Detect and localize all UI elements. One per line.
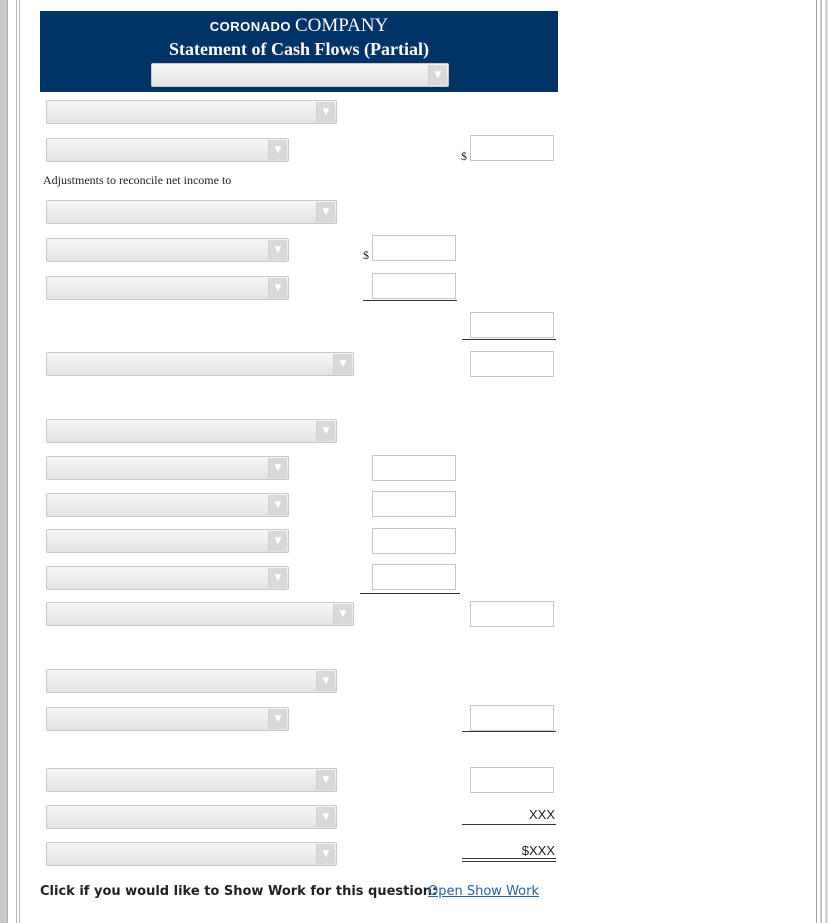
dollar-sign: $ bbox=[461, 149, 467, 163]
company-name: COMPANY bbox=[295, 15, 389, 36]
chevron-down-icon: ▼ bbox=[268, 709, 287, 729]
scrollbar-track[interactable] bbox=[816, 0, 828, 923]
chevron-down-icon: ▼ bbox=[268, 458, 287, 478]
underline bbox=[462, 731, 556, 732]
amount-input-11[interactable] bbox=[470, 705, 554, 731]
beginning-cash-dropdown[interactable] bbox=[46, 805, 337, 829]
amount-input-1[interactable] bbox=[470, 135, 554, 161]
adjustments-label: Adjustments to reconcile net income to bbox=[43, 173, 232, 187]
amount-input-12[interactable] bbox=[470, 767, 554, 793]
amount-input-6[interactable] bbox=[372, 455, 456, 481]
line-item-dropdown-1[interactable] bbox=[46, 138, 289, 162]
chevron-down-icon: ▼ bbox=[316, 844, 335, 864]
chevron-down-icon: ▼ bbox=[316, 807, 335, 827]
section-heading-dropdown-3[interactable] bbox=[46, 669, 337, 693]
company-prefix: CORONADO bbox=[209, 19, 291, 34]
amount-input-7[interactable] bbox=[372, 491, 456, 517]
period-dropdown[interactable] bbox=[151, 63, 449, 87]
amount-input-8[interactable] bbox=[372, 528, 456, 554]
section-heading-dropdown-1[interactable] bbox=[46, 100, 337, 124]
line-item-dropdown-8[interactable] bbox=[46, 707, 289, 731]
amount-input-10[interactable] bbox=[470, 601, 554, 627]
dollar-sign: $ bbox=[363, 248, 369, 262]
line-item-dropdown-7[interactable] bbox=[46, 566, 289, 590]
show-work-prompt: Click if you would like to Show Work for this question: bbox=[40, 884, 438, 899]
subtotal-value: XXX bbox=[528, 807, 555, 822]
amount-input-9[interactable] bbox=[372, 564, 456, 590]
grand-total-value: $XXX bbox=[521, 843, 555, 858]
chevron-down-icon: ▼ bbox=[268, 568, 287, 588]
net-cash-dropdown-2[interactable] bbox=[46, 602, 354, 626]
amount-input-4[interactable] bbox=[470, 312, 554, 338]
open-show-work-link[interactable]: Open Show Work bbox=[428, 884, 539, 899]
chevron-down-icon: ▼ bbox=[268, 240, 287, 260]
chevron-down-icon: ▼ bbox=[333, 604, 352, 624]
amount-input-2[interactable] bbox=[372, 235, 456, 261]
net-change-dropdown[interactable] bbox=[46, 768, 337, 792]
chevron-down-icon: ▼ bbox=[316, 202, 335, 222]
company-title bbox=[40, 15, 558, 38]
chevron-down-icon: ▼ bbox=[268, 278, 287, 298]
chevron-down-icon: ▼ bbox=[268, 140, 287, 160]
double-underline bbox=[462, 858, 556, 862]
chevron-down-icon: ▼ bbox=[316, 421, 335, 441]
line-item-dropdown-4[interactable] bbox=[46, 456, 289, 480]
chevron-down-icon: ▼ bbox=[316, 102, 335, 122]
section-heading-dropdown-2[interactable] bbox=[46, 419, 337, 443]
line-item-dropdown-5[interactable] bbox=[46, 493, 289, 517]
line-item-dropdown-2[interactable] bbox=[46, 238, 289, 262]
underline bbox=[462, 339, 556, 340]
adjustments-dropdown[interactable] bbox=[46, 200, 337, 224]
underline bbox=[360, 593, 460, 594]
amount-input-3[interactable] bbox=[372, 273, 456, 299]
underline bbox=[363, 300, 457, 301]
amount-input-5[interactable] bbox=[470, 351, 554, 377]
net-cash-dropdown-1[interactable] bbox=[46, 352, 354, 376]
window-frame-left-inner bbox=[16, 0, 20, 923]
line-item-dropdown-3[interactable] bbox=[46, 276, 289, 300]
chevron-down-icon: ▼ bbox=[316, 671, 335, 691]
chevron-down-icon: ▼ bbox=[333, 354, 352, 374]
statement-title: Statement of Cash Flows (Partial) bbox=[169, 39, 429, 59]
chevron-down-icon: ▼ bbox=[428, 65, 447, 85]
underline bbox=[462, 824, 556, 825]
window-frame-left bbox=[0, 0, 8, 923]
line-item-dropdown-6[interactable] bbox=[46, 529, 289, 553]
chevron-down-icon: ▼ bbox=[316, 770, 335, 790]
chevron-down-icon: ▼ bbox=[268, 495, 287, 515]
chevron-down-icon: ▼ bbox=[268, 531, 287, 551]
ending-cash-dropdown[interactable] bbox=[46, 842, 337, 866]
